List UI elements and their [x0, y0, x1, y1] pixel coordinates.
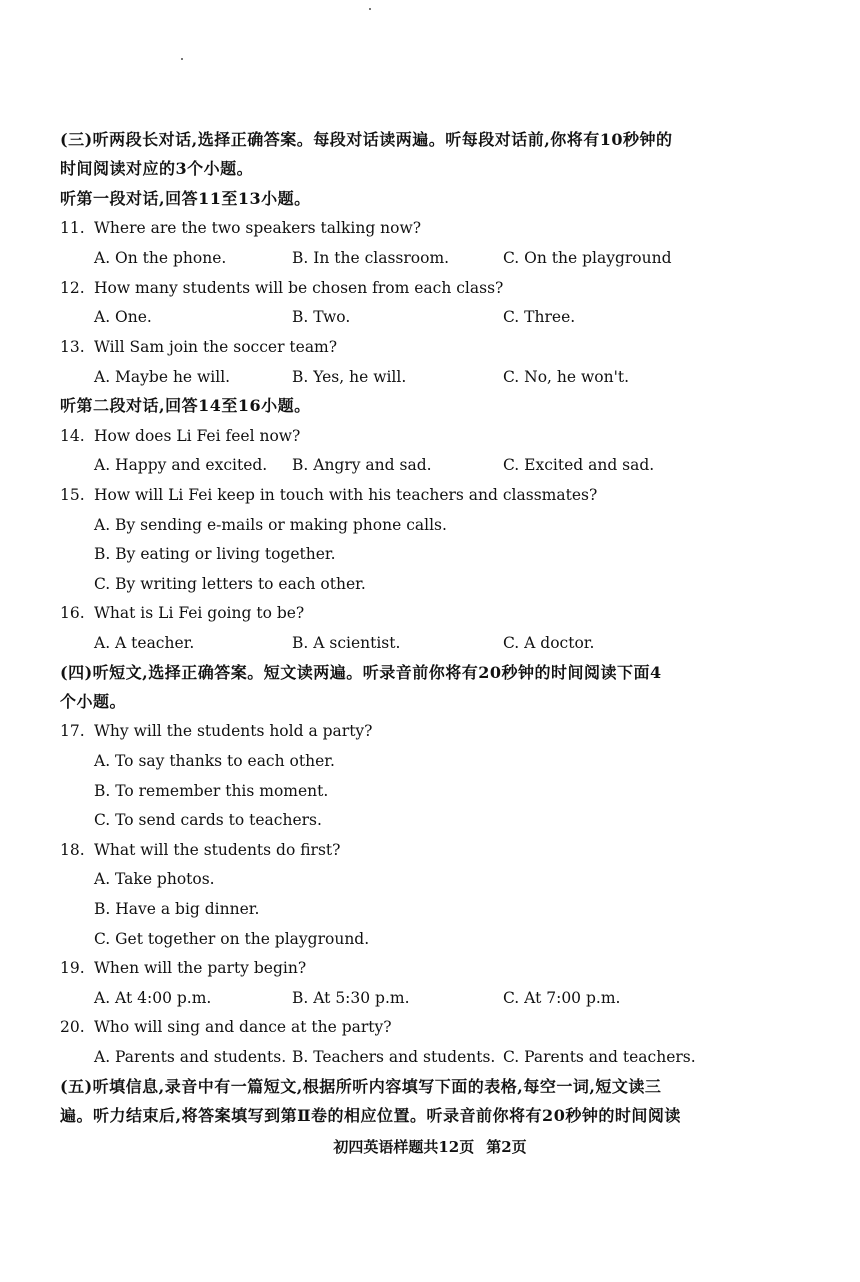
section5-instruction-line1: (五)听填信息,录音中有一篇短文,根据所听内容填写下面的表格,每空一词,短文读三 [60, 1077, 662, 1096]
option-b: B. In the classroom. [292, 249, 450, 267]
option-b: B. Angry and sad. [292, 456, 432, 474]
question-number: 13. [60, 338, 85, 356]
question-number: 15. [60, 486, 85, 504]
option-c: C. To send cards to teachers. [94, 811, 322, 829]
section4-instruction-line1: (四)听短文,选择正确答案。短文读两遍。听录音前你将有20秒钟的时间阅读下面4 [60, 663, 662, 682]
option-a: A. At 4:00 p.m. [94, 989, 212, 1007]
option-b: B. Teachers and students. [292, 1048, 496, 1066]
scan-speck [181, 58, 183, 60]
question-text: What will the students do first? [94, 841, 341, 859]
question-number: 12. [60, 279, 85, 297]
option-a: A. A teacher. [94, 634, 195, 652]
dialog2-intro: 听第二段对话,回答14至16小题。 [60, 396, 311, 415]
option-b: B. Yes, he will. [292, 368, 407, 386]
question-13 [60, 337, 337, 357]
option-a: A. Happy and excited. [94, 456, 268, 474]
option-a: A. One. [94, 308, 152, 326]
option-b: B. Have a big dinner. [94, 900, 260, 918]
option-c: C. Get together on the playground. [94, 930, 370, 948]
option-c: C. A doctor. [503, 634, 595, 652]
question-number: 20. [60, 1018, 85, 1036]
question-text: Why will the students hold a party? [94, 722, 373, 740]
question-15 [60, 485, 597, 505]
option-a: A. On the phone. [94, 249, 227, 267]
question-number: 11. [60, 219, 85, 237]
question-text: When will the party begin? [94, 959, 307, 977]
question-text: Who will sing and dance at the party? [94, 1018, 392, 1036]
question-text: Will Sam join the soccer team? [94, 338, 338, 356]
option-c: C. On the playground [503, 249, 672, 267]
question-number: 19. [60, 959, 85, 977]
option-c: C. Parents and teachers. [503, 1048, 696, 1066]
question-19 [60, 958, 306, 978]
section5-instruction-line2: 遍。听力结束后,将答案填写到第Ⅱ卷的相应位置。听录音前你将有20秒钟的时间阅读 [60, 1106, 681, 1125]
footer-page-number: 第2页 [486, 1138, 527, 1156]
question-number: 14. [60, 427, 85, 445]
question-text: How many students will be chosen from each class? [94, 279, 504, 297]
option-c: C. Three. [503, 308, 576, 326]
option-a: A. By sending e-mails or making phone calls. [94, 516, 447, 534]
question-20 [60, 1017, 392, 1037]
question-text: How does Li Fei feel now? [94, 427, 301, 445]
option-a: A. Parents and students. [94, 1048, 287, 1066]
question-number: 16. [60, 604, 85, 622]
question-14 [60, 426, 300, 446]
option-c: C. No, he won't. [503, 368, 629, 386]
option-b: B. By eating or living together. [94, 545, 336, 563]
question-text: Where are the two speakers talking now? [94, 219, 422, 237]
option-a: A. Take photos. [94, 870, 215, 888]
dialog1-intro: 听第一段对话,回答11至13小题。 [60, 189, 311, 208]
option-a: A. To say thanks to each other. [94, 752, 335, 770]
question-text: What is Li Fei going to be? [94, 604, 305, 622]
scan-speck [369, 8, 371, 10]
question-11 [60, 218, 421, 238]
question-18 [60, 840, 340, 860]
section4-instruction-line2: 个小题。 [60, 692, 127, 711]
question-text: How will Li Fei keep in touch with his teachers and classmates? [94, 486, 598, 504]
page-footer [0, 1136, 860, 1157]
option-a: A. Maybe he will. [94, 368, 231, 386]
option-b: B. At 5:30 p.m. [292, 989, 410, 1007]
section3-instruction-line1: (三)听两段长对话,选择正确答案。每段对话读两遍。听每段对话前,你将有10秒钟的 [60, 130, 673, 149]
question-17 [60, 721, 373, 741]
section3-instruction-line2: 时间阅读对应的3个小题。 [60, 159, 254, 178]
option-b: B. To remember this moment. [94, 782, 329, 800]
option-c: C. By writing letters to each other. [94, 575, 366, 593]
question-number: 18. [60, 841, 85, 859]
question-16 [60, 603, 304, 623]
footer-title: 初四英语样题共12页 [333, 1138, 475, 1156]
option-b: B. A scientist. [292, 634, 401, 652]
option-c: C. Excited and sad. [503, 456, 655, 474]
option-b: B. Two. [292, 308, 351, 326]
question-number: 17. [60, 722, 85, 740]
question-12 [60, 278, 503, 298]
option-c: C. At 7:00 p.m. [503, 989, 621, 1007]
